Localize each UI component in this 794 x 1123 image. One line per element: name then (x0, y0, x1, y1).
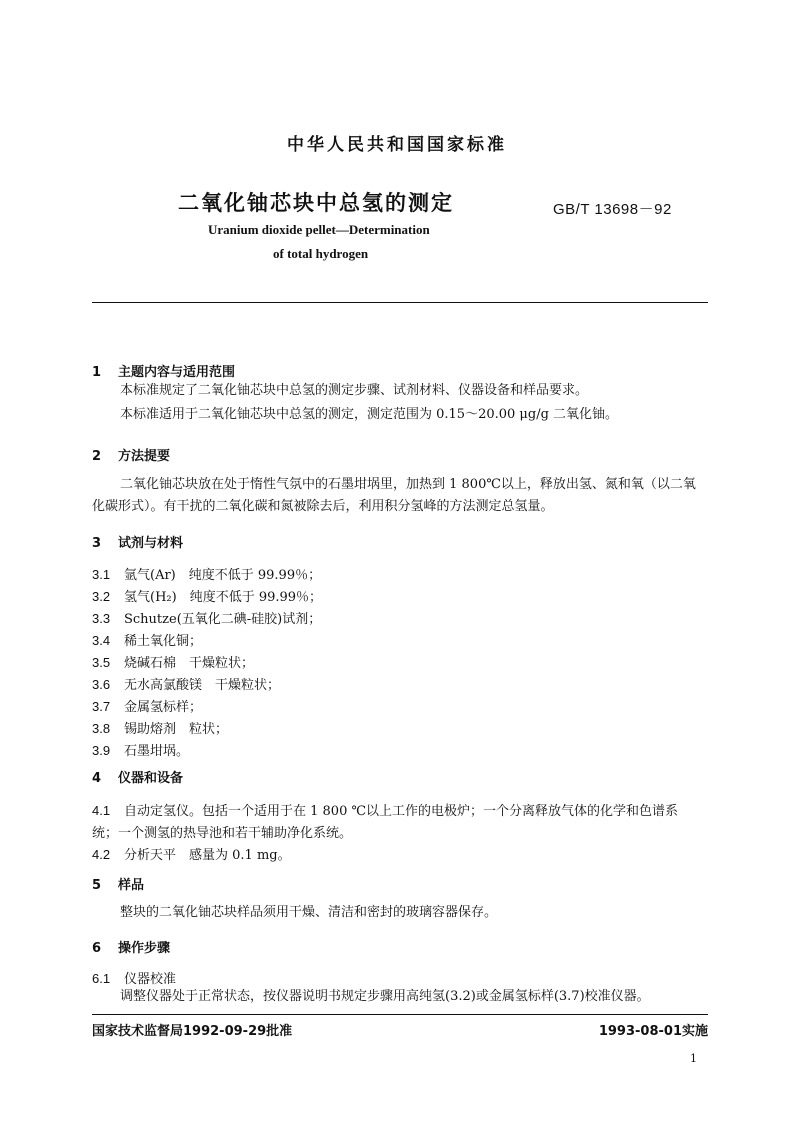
section-title: 仪器和设备 (118, 771, 184, 786)
document-title-cn: 二氧化铀芯块中总氢的测定 (178, 191, 454, 215)
item-number: 3.6 (92, 677, 111, 692)
list-item (92, 800, 678, 819)
list-item (92, 968, 176, 987)
section-number: 3 (92, 536, 102, 551)
list-item-continuation: 统；一个测氢的热导池和若干辅助净化系统。 (92, 826, 353, 841)
item-text: Schutze(五氧化二碘-硅胶)试剂； (124, 612, 322, 627)
item-text: 金属氢标样； (124, 700, 203, 715)
standard-number: GB/T 13698－92 (553, 201, 672, 218)
list-item (92, 564, 321, 583)
list-item (92, 630, 202, 649)
item-text: 分析天平 感量为 0.1 mg。 (124, 848, 291, 863)
list-item (92, 674, 280, 693)
effective-date: 1993-08-01实施 (598, 1024, 708, 1039)
section-2-paragraph-line-1: 二氧化铀芯块放在处于惰性气氛中的石墨坩埚里，加热到 1 800℃以上，释放出氢、氮和氧（以二氧 (120, 477, 696, 492)
list-item (92, 844, 291, 863)
section-2-paragraph-line-2: 化碳形式）。有干扰的二氧化碳和氮被除去后，利用积分氢峰的方法测定总氢量。 (92, 499, 554, 514)
item-text: 石墨坩埚。 (124, 744, 190, 759)
item-number: 3.9 (92, 743, 111, 758)
item-text: 稀土氧化铜； (124, 634, 203, 649)
item-number: 3.4 (92, 633, 111, 648)
item-text: 仪器校准 (124, 972, 177, 987)
item-text: 氢气(H₂) 纯度不低于 99.99％； (124, 590, 323, 605)
list-item (92, 696, 202, 715)
item-number: 3.5 (92, 655, 111, 670)
section-6-paragraph: 调整仪器处于正常状态，按仪器说明书规定步骤用高纯氢(3.2)或金属氢标样(3.7)校准仪器。 (120, 989, 650, 1004)
list-item (92, 608, 321, 627)
item-text: 自动定氢仪。包括一个适用于在 1 800 ℃以上工作的电极炉；一个分离释放气体的化学和色谱系 (124, 804, 679, 819)
standard-type-heading: 中华人民共和国国家标准 (287, 135, 507, 155)
section-number: 1 (92, 365, 102, 380)
section-1-heading (92, 361, 235, 380)
section-5-paragraph: 整块的二氧化铀芯块样品须用干燥、清洁和密封的玻璃容器保存。 (120, 905, 498, 920)
section-1-paragraph-1: 本标准规定了二氧化铀芯块中总氢的测定步骤、试剂材料、仪器设备和样品要求。 (120, 383, 589, 398)
item-number: 6.1 (92, 971, 111, 986)
section-number: 6 (92, 941, 102, 956)
section-6-heading (92, 937, 170, 956)
item-text: 烧碱石棉 干燥粒状； (124, 656, 255, 671)
section-title: 操作步骤 (118, 941, 171, 956)
list-item (92, 652, 254, 671)
item-number: 4.2 (92, 847, 111, 862)
section-1-paragraph-2: 本标准适用于二氧化铀芯块中总氢的测定，测定范围为 0.15～20.00 μg/g 二氧化铀。 (120, 407, 619, 422)
item-number: 3.1 (92, 567, 111, 582)
header-divider (92, 302, 708, 303)
item-text: 锡助熔剂 粒状； (124, 722, 229, 737)
section-number: 4 (92, 771, 102, 786)
section-2-heading (92, 445, 170, 464)
section-4-heading (92, 767, 183, 786)
list-item (92, 586, 322, 605)
item-number: 3.8 (92, 721, 111, 736)
item-number: 3.2 (92, 589, 111, 604)
item-text: 无水高氯酸镁 干燥粒状； (124, 678, 281, 693)
section-title: 主题内容与适用范围 (118, 365, 236, 380)
approval-date: 国家技术监督局1992-09-29批准 (92, 1024, 293, 1039)
page-number: 1 (690, 1052, 697, 1065)
footer-divider (92, 1014, 708, 1015)
item-number: 3.3 (92, 611, 111, 626)
item-number: 3.7 (92, 699, 111, 714)
section-number: 2 (92, 449, 102, 464)
list-item (92, 718, 228, 737)
section-5-heading (92, 874, 144, 893)
document-title-en-line1: Uranium dioxide pellet—Determination (208, 222, 430, 237)
document-title-en-line2: of total hydrogen (273, 246, 369, 261)
item-number: 4.1 (92, 803, 111, 818)
section-title: 方法提要 (118, 449, 171, 464)
section-number: 5 (92, 878, 102, 893)
list-item (92, 740, 189, 759)
section-title: 试剂与材料 (118, 536, 184, 551)
section-title: 样品 (118, 878, 145, 893)
item-text: 氩气(Ar) 纯度不低于 99.99％； (124, 568, 322, 583)
section-3-heading (92, 532, 183, 551)
